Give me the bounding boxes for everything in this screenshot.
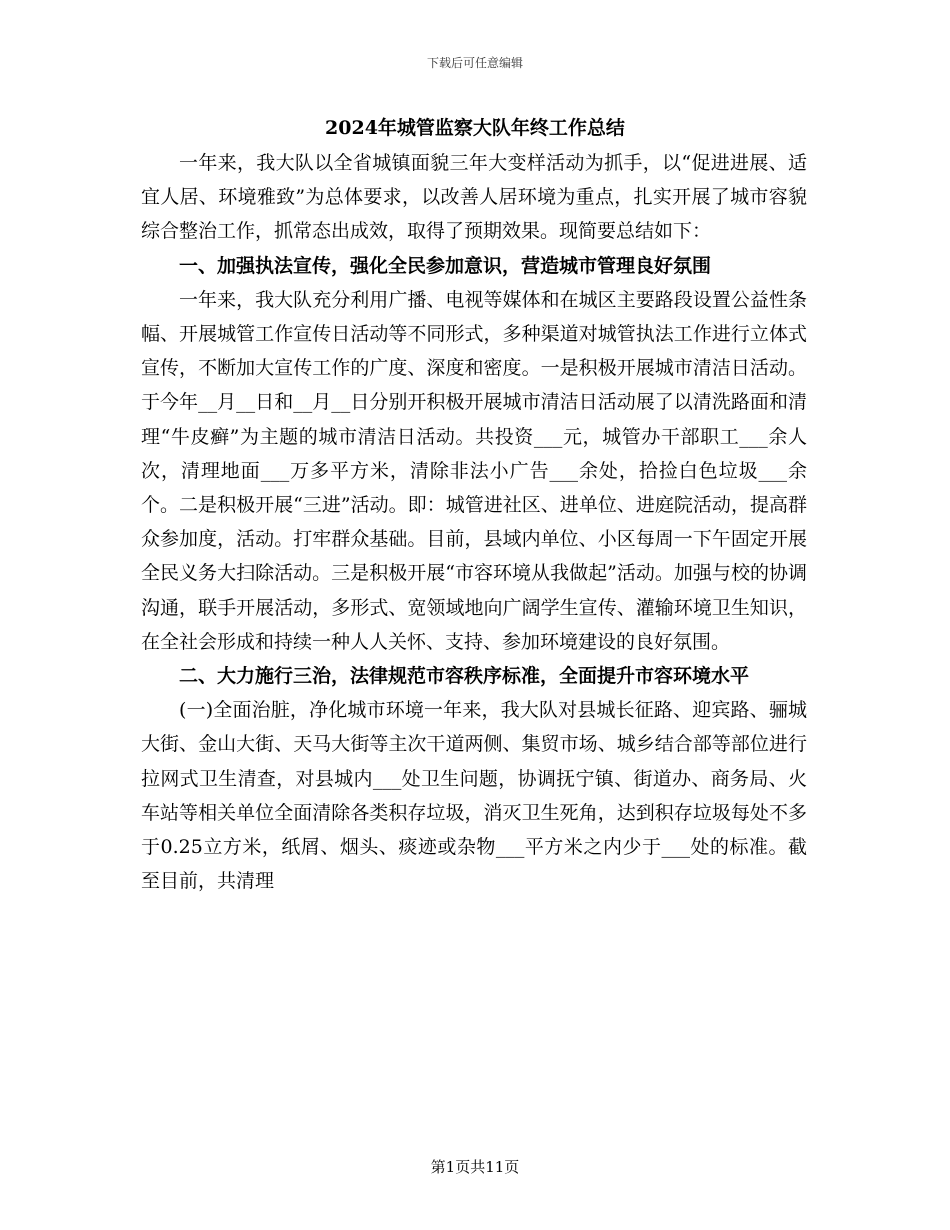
intro-paragraph: 一年来，我大队以全省城镇面貌三年大变样活动为抓手，以“促进进展、适宜人居、环境雅致”为总体要求，以改善人居环境为重点，扎实开展了城市容貌综合整治工作，抓常态出成效，取得了预期效果。现简要总结如下： <box>141 152 807 243</box>
page-header-note: 下载后可任意编辑 <box>426 56 523 70</box>
document-body <box>141 146 807 898</box>
section-1-heading: 一、加强执法宣传，强化全民参加意识，营造城市管理良好氛围 <box>179 254 712 277</box>
section-2-paragraph: (一)全面治脏，净化城市环境一年来，我大队对县城长征路、迎宾路、骊城大街、金山大街、天马大街等主次干道两侧、集贸市场、城乡结合部等部位进行拉网式卫生清查，对县城内___处卫生问题，协调抚宁镇、街道办、商务局、火车站等相关单位全面清除各类积存垃圾，消灭卫生死角，达到积存垃圾每处不多于0.25立方米，纸屑、烟头、痰迹或杂物___平方米之内少于___处的标准。截至目前，共清理 <box>141 699 807 893</box>
section-1-paragraph: 一年来，我大队充分利用广播、电视等媒体和在城区主要路段设置公益性条幅、开展城管工作宣传日活动等不同形式，多种渠道对城管执法工作进行立体式宣传，不断加大宣传工作的广度、深度和密度。一是积极开展城市清洁日活动。于今年__月__日和__月__日分别开积极开展城市清洁日活动展了以清洗路面和清理“牛皮癣”为主题的城市清洁日活动。共投资___元，城管办干部职工___余人次，清理地面___万多平方米，清除非法小广告___余处，拾捡白色垃圾___余个。二是积极开展“三进”活动。即：城管进社区、进单位、进庭院活动，提高群众参加度，活动。打牢群众基础。目前，县域内单位、小区每周一下午固定开展全民义务大扫除活动。三是积极开展“市容环境从我做起”活动。加强与校的协调沟通，联手开展活动，多形式、宽领域地向广阔学生宣传、灌输环境卫生知识，在全社会形成和持续一种人人关怀、支持、参加环境建设的良好氛围。 <box>141 288 807 653</box>
section-2-heading: 二、大力施行三治，法律规范市容秩序标准，全面提升市容环境水平 <box>179 665 750 688</box>
page-number: 第1页共11页 <box>430 1158 520 1176</box>
document-title: 2024年城管监察大队年终工作总结 <box>325 117 625 139</box>
